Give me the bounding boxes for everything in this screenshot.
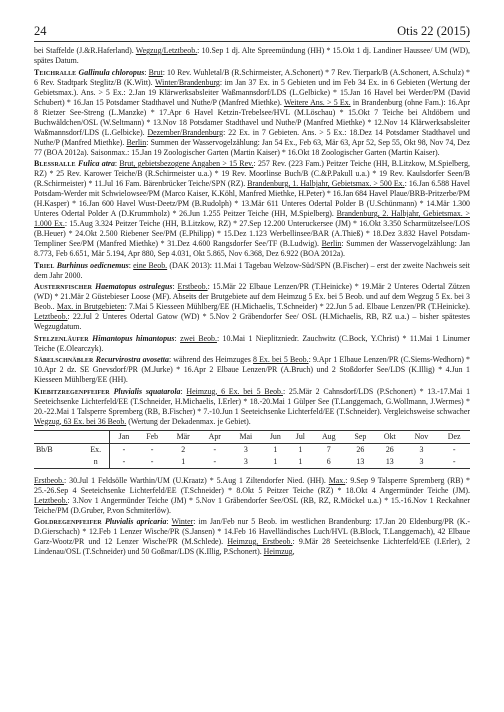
section-label: Max. <box>328 475 346 485</box>
latin-name: Burhinus oedicnemus <box>56 260 129 270</box>
table-cell: - <box>137 456 166 469</box>
body-text: (DAK 2013): 11.Mai 1 Tagebau Welzow-Süd/SPN (B.Fischer) – erst der zweite Nachweis seit dem Jahr 2000. <box>34 260 470 280</box>
row-unit: n <box>82 456 110 469</box>
body-text: : 9.Mär 28 Seeteichsenke Lichterfeld/EE (I.Erler), 2 Lindenau/OSL (T.Schneider) und 50 Goßmar/LDS (K.Illig, P.Schonert). <box>34 537 470 556</box>
species-paragraph <box>34 334 470 354</box>
table-corner <box>82 430 110 443</box>
table-cell: 1 <box>167 456 200 469</box>
table-cell: 1 <box>262 456 289 469</box>
row-label <box>34 456 82 469</box>
month-header: Jul <box>289 430 312 443</box>
table-cell: - <box>213 444 217 454</box>
month-header: Feb <box>137 430 166 443</box>
body-text: : Summen der Wasservogelzählung: Jan 8.773, Feb 6.651, Mär 5.194, Apr 880, Sep 4.031, Okt 5.865, Nov 6.368, Dez 6.922 (BOA 2012a). <box>34 239 470 258</box>
species-paragraph <box>34 517 470 557</box>
species-entries-continued <box>34 476 470 558</box>
species-name: Teichralle <box>34 67 79 77</box>
body-text: : im Jan 37 Ex. in 5 Gebieten und im Feb 34 Ex. in 6 Gebieten (Wertung der Gebietsmax.). Ans. > 5 Ex.: 2.Jan 19 Klärwerksabsleiter Waßmannsdorf/LDS (L.Gelbicke) * 15.Jan 16 Havel bei Werder/PM (David Schubert) * 16.Jan 15 Potsdamer Stadthavel und Nuthe/P (Manfred Miethke). <box>34 77 470 107</box>
body-text: : während des Heimzuges <box>168 355 253 364</box>
body-text: : 15.Aug 3.324 Peitzer Teiche (HH, B.Litzkow, RZ) * 27.Sep 12.200 Unteruckersee (JM) * 16.Okt 3.350 Scharmützelsee/LOS (B.Heuer) * 24.Okt 2.500 Riebener See/PM (E.Philipp) * 15.Dez 1.123 Werbellinsee/BAR (A.Thieß) * 18.Dez 3.832 Havel Potsdam-Templiner See/PM (Manfred Miethke) * 31.Dez 4.600 Rangsdorfer See/TF (B.Ludwig). <box>34 219 470 248</box>
table-cell: 26 <box>356 444 365 454</box>
body-text: : <box>180 386 187 396</box>
month-header: Sep <box>346 430 375 443</box>
table-cell: 3 <box>405 456 439 469</box>
species-paragraph <box>34 68 470 158</box>
body-text: : <box>166 517 172 526</box>
body-text: : 16.Jan 6.588 Havel Potsdam-Werder mit Schwielowsee/PM (Marco Kaiser, K.Köhl, Manfred Miethke, H.Peter) * 16.Jan 684 Havel Plaue/BRB-Pritzerbe/PM (H.Kasper) * 16.Jan 600 Havel Wust-Deetz/PM (B.Rudolph) * 13.Mär 611 Unteres Odertal Polder B (U.Schünmann) * 14.Mär 1.300 Unteres Odertal Polder A (D.Krummholz) * 26.Jun 1.255 Peitzer Teiche (HH, M.Spielberg). <box>34 179 470 218</box>
body-text: : Summen der Wasservogelzählung: Jan 54 Ex., Feb 63, Mär 63, Apr 52, Sep 55, Okt 98, Nov 74, Dez 77 (BOA 2012a). Saisonmax.: 15.Jan 19 Zoologischer Garten (Martin Kaiser) * 16.Okt 18 Zoologischer Garten (Martin Kaiser). <box>34 137 470 157</box>
table-cell: 3 <box>243 444 248 454</box>
section-label: Erstbeob. <box>177 282 208 291</box>
table-cell: 3 <box>419 444 424 454</box>
body-text: in Brandenburg (ohne Fam.): 16.Apr 8 Rietzer See-Streng (L.Manzke) * 17.Apr 6 Havel Ketzin-Trebelsee/HVL (M.Löschau) * 15.Okt 7 Teiche bei Altdöbern und Buchwäldchen/OSL (W.Seltmann) * 13.Nov 18 Potsdamer Stadthavel und Nuthe/P (Manfred Miethke) * 12.Nov 14 Klärwerksabsleiter Waßmannsdorf/LDS (L.Gelbicke). <box>34 97 470 137</box>
body-text: : 10 Rev. Wuhletal/B (R.Schirmeister, A.Schonert) * 7 Rev. Tierpark/B (A.Schonert, A.Schulz) * 6 Rev. Stadtpark Steglitz/B (K.Witt). <box>34 67 470 87</box>
body-text: : im Jan/Feb nur 5 Beob. im westlichen Brandenburg: 17.Jan 20 Eldenburg/PR (K.-D.Gierschach) * 12.Feb 1 Lenzer Wische/PR (S.Jansen) * 14.Feb 16 Havelländisches Luch/HVL (B.Block, T.Langgemach), 42 Elbaue Garz-Wootz/PR und 12 Lenzer Wische/PR (M.Schlede). <box>34 517 470 546</box>
table-cell: 13 <box>346 456 375 469</box>
body-text: : 30.Jul 1 Feldsölle Warthin/UM (U.Kraatz) * 5.Aug 1 Ziltendorfer Nied. (HH). <box>64 475 329 485</box>
body-text: : 25.Mär 2 Cahnsdorf/LDS (P.Schonert) * 13.-17.Mai 1 Seeteichsenke Lichterfeld/EE (T.Schneider, H.Michaelis, I.Erler) * 18.-20.Mai 1 Gülper See (T.Langgemach, G.Wollmann, J.Wermes) * 20.-22.Mai 1 Talsperre Spremberg (RB, B.Fischer) * 7.-10.Jun 1 Seeteichsenke Lichterfeld/EE (T.Schneider). Vergleichsweise schwacher <box>34 386 470 416</box>
section-label: Weitere Ans. > 5 Ex. <box>283 97 351 107</box>
section-label: Heimzug <box>263 547 293 556</box>
month-header: Mär <box>167 430 200 443</box>
body-text: : 22.Jul 2 Unteres Odertal Gatow (WD) * 5.Nov 2 Gräbendorfer See/ OSL (H.Michaelis, RB, RZ u.a.) – bisher spätestes Wegzugdatum. <box>34 312 470 331</box>
latin-name: Haematopus ostralegus <box>95 282 173 291</box>
body-text: : <box>174 333 181 343</box>
species-entries <box>34 46 470 427</box>
journal-title: Otis 22 (2015) <box>397 24 470 38</box>
body-text: : 10.Mai 1 Nieplitzniedr. Zauchwitz (C.Bock, Y.Christ) * 11.Mai 1 Linumer Teiche (E.Olearczyk). <box>34 333 470 353</box>
section-label: Brandenburg, 1. Halbjahr, Gebietsmax. > 500 Ex. <box>247 179 405 188</box>
body-text: : 257 Rev. (223 Fam.) Peitzer Teiche (HH, B.Litzkow, M.Spielberg, RZ) * 25 Rev. Karower Teiche/B (R.Schirmeister u.a.) * 19 Rev. Moorlinse Buch/B (C.&P.Pakull u.a.) * 19 Rev. Kaulsdorfer Seen/B (R.Schirmeister) * 11.Jul 16 Fam. Bärenbrücker Teiche/SPN (RZ). <box>34 159 470 188</box>
table-cell: - <box>452 444 456 454</box>
species-name: Säbelschnäbler <box>34 355 96 364</box>
species-name: Austernfischer <box>34 282 96 291</box>
section-label: Wegzug/Letztbeob. <box>135 46 198 55</box>
section-label: Brandenburg, 2. Halbjahr, Gebietsmax. > 1.000 Ex. <box>34 209 470 228</box>
table-row <box>34 456 470 469</box>
species-paragraph <box>34 387 470 427</box>
month-header: Mai <box>230 430 262 443</box>
section-label: Brut <box>148 67 163 77</box>
month-header: Dez <box>438 430 470 443</box>
table-corner <box>34 430 82 443</box>
body-text: : <box>128 260 134 270</box>
table-cell: 13 <box>375 456 404 469</box>
body-text: , <box>292 547 295 556</box>
month-header: Aug <box>312 430 346 443</box>
table-cell: 1 <box>289 456 312 469</box>
month-header: Jan <box>110 430 137 443</box>
species-name: Stelzenläufer <box>34 333 93 343</box>
body-text: bei Staffelde (J.&R.Haferland). <box>34 46 136 55</box>
month-header: Okt <box>375 430 404 443</box>
section-label: Winter <box>171 517 194 526</box>
body-text: : <box>144 67 149 77</box>
table-cell: - <box>110 456 137 469</box>
species-name: Goldregenpfeifer <box>34 517 105 526</box>
section-label: Erstbeob. <box>34 475 65 485</box>
species-paragraph <box>34 159 470 259</box>
table-row <box>34 443 470 456</box>
month-header: Nov <box>405 430 439 443</box>
section-label: Berlin <box>126 137 147 147</box>
latin-name: Gallinula chloropus <box>78 67 145 77</box>
table-cell: 1 <box>298 444 303 454</box>
section-label: zwei Beob. <box>180 333 217 343</box>
section-label: 8 Ex. bei 5 Beob. <box>253 355 309 364</box>
table-cell: - <box>122 444 126 454</box>
species-paragraph <box>34 261 470 281</box>
species-paragraph <box>34 46 470 66</box>
latin-name: Pluvialis squatarola <box>113 386 181 396</box>
section-label: Heimzug, Erstbeob. <box>227 537 293 546</box>
species-paragraph <box>34 355 470 385</box>
body-text: : <box>114 159 120 168</box>
section-label: Brut, gebietsbezogene Angaben > 15 Rev. <box>119 159 254 168</box>
section-label: Dezember/Brandenburg <box>147 127 224 137</box>
latin-name: Himantopus himantopus <box>92 333 175 343</box>
section-label: eine Beob. <box>133 260 168 270</box>
table-cell: 26 <box>385 444 394 454</box>
species-paragraph <box>34 476 470 516</box>
table-cell: 6 <box>312 456 346 469</box>
body-text: : 10.Sep 1 dj. Alte Spreemündung (HH) * 15.Okt 1 dj. Landiner Haussee/ UM (WD), spätes Datum. <box>34 46 470 65</box>
table-cell: 1 <box>273 444 278 454</box>
body-text: : 9.Sep 9 Talsperre Spremberg (RB) * 25.-26.Sep 4 Seeteichsenke Lichterfeld/EE (T.Schneider) * 8.Okt 5 Peitzer Teiche (RZ) * 18.Okt 4 Angermünder Teiche (JM). <box>34 475 470 495</box>
row-unit: Ex. <box>82 443 110 456</box>
body-text: : 15.Mär 22 Elbaue Lenzen/PR (T.Heinicke) * 19.Mär 2 Unteres Odertal Zützen (WD) * 21.Mär 2 Güstebieser Loose (MF). Abseits der Brutgebiete auf dem Heimzug 5 Ex. bei 5 Beob. und auf dem Wegzug 5 Ex. bei 3 Beob.. <box>34 282 470 311</box>
latin-name: Pluvialis apricaria <box>104 517 167 526</box>
section-label: Letztbeob. <box>34 495 68 505</box>
species-paragraph <box>34 282 470 332</box>
table-cell: - <box>200 456 231 469</box>
section-label: Winter/Brandenburg <box>155 77 220 87</box>
latin-name: Fulica atra <box>78 159 115 168</box>
latin-name: Recurvirostra avosetta <box>95 355 169 364</box>
month-header: Jun <box>262 430 289 443</box>
body-text: : <box>172 282 178 291</box>
kiebitzregenpfeifer-table <box>34 430 470 469</box>
table-cell: - <box>150 444 154 454</box>
table-cell: 3 <box>230 456 262 469</box>
section-label: Berlin <box>321 239 342 248</box>
species-name: Blessralle <box>34 159 78 168</box>
section-label: Letztbeob. <box>34 312 68 321</box>
section-label: Max. in Brutgebieten <box>56 302 125 311</box>
month-header: Apr <box>200 430 231 443</box>
table-cell: 2 <box>181 444 186 454</box>
section-label: Heimzug, 6 Ex. bei 5 Beob. <box>186 386 283 396</box>
body-text: : 22 Ex. in 7 Gebieten. Ans. > 5 Ex.: 18.Dez 14 Potsdamer Stadthavel und Nuthe/P (Manfred Miethke). <box>34 127 470 147</box>
body-text: : 7.Mai 5 Kiesseen Mühlberg/EE (H.Michaelis, T.Schneider) * 22.Jun 5 ad. Elbaue Lenzen/PR (T.Heinicke). <box>124 302 470 311</box>
body-text: (Wertung der Dekadenmax. je Gebiet). <box>126 416 251 426</box>
header-rule <box>34 41 470 42</box>
section-label: Wegzug, 63 Ex. bei 36 Beob. <box>34 416 127 426</box>
species-name: Triel <box>34 260 57 270</box>
body-text: : 9.Apr 1 Elbaue Lenzen/PR (C.Siems-Wedhorn) * 10.Apr 2 dz. SE Gnevsdorf/PR (M.Jurke) * 16.Apr 2 Elbaue Lenzen/PR (A.Bruch) und 2 Stoßdorfer See/LDS (K.Illig) * 4.Jun 1 Kiesseen Mühlberg/EE (HH). <box>34 355 470 384</box>
page-number: 24 <box>34 24 47 38</box>
table-cell: - <box>438 456 470 469</box>
body-text: : 3.Nov 1 Angermünder Teiche (JM) * 5.Nov 1 Gräbendorfer See/OSL (RB, RZ, R.Möckel u.a.) * 15.-16.Nov 1 Reckahner Teiche/PM (D.Gruber, P.von Schmiterlöw). <box>34 495 470 515</box>
row-label: Bb/B <box>36 444 53 454</box>
species-name: Kiebitzregenpfeifer <box>34 386 114 396</box>
table-cell: 7 <box>326 444 331 454</box>
page-content <box>34 46 470 708</box>
page-header <box>34 24 470 40</box>
